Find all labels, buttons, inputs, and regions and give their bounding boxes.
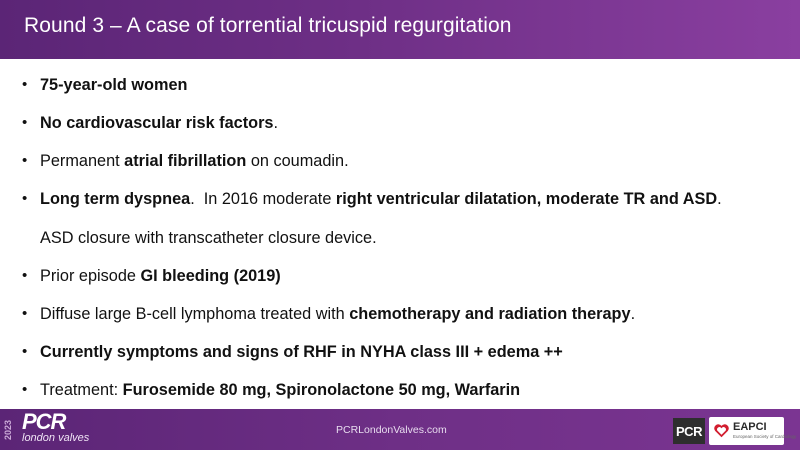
footer-year: 2023: [3, 419, 13, 441]
bullet-icon: •: [22, 343, 28, 360]
bullet-item: [20, 342, 790, 362]
eapci-sublabel: European Society of Cardiology: [733, 434, 797, 439]
eapci-logo: [709, 417, 797, 445]
pcr-badge-logo: PCR: [673, 418, 705, 444]
bullet-icon: •: [22, 381, 28, 398]
bullet-text: on coumadin.: [246, 152, 349, 170]
footer-website[interactable]: PCRLondonValves.com: [336, 424, 447, 436]
bullet-bold: GI bleeding (2019): [140, 267, 281, 285]
bullet-list: [20, 70, 790, 400]
bullet-text: Treatment:: [40, 381, 123, 399]
bullet-bold: Currently symptoms and signs of RHF in NYHA class III + edema ++: [40, 343, 563, 361]
bullet-icon: •: [22, 76, 28, 93]
bullet-text: . In 2016 moderate: [190, 190, 336, 208]
heart-icon: [713, 422, 730, 439]
eapci-label: EAPCI: [733, 421, 767, 433]
bullet-item: [20, 304, 790, 324]
logo-sub: london valves: [22, 432, 90, 444]
bullet-text: Diffuse large B-cell lymphoma treated with: [40, 305, 350, 323]
slide-title: Round 3 – A case of torrential tricuspid regurgitation: [24, 14, 512, 37]
bullet-text: .: [717, 190, 722, 208]
slide-header: [0, 0, 800, 59]
bullet-icon: •: [22, 190, 28, 207]
bullet-bold: Long term dyspnea: [40, 190, 191, 208]
bullet-item: [20, 151, 790, 171]
bullet-bold: No cardiovascular risk factors: [40, 114, 274, 132]
bullet-bold: atrial fibrillation: [124, 152, 247, 170]
bullet-icon: •: [22, 267, 28, 284]
bullet-item: [20, 380, 790, 400]
bullet-text: .: [630, 305, 636, 323]
bullet-icon: •: [22, 152, 28, 169]
bullet-bold: 75-year-old women: [40, 76, 188, 94]
bullet-item: [20, 113, 790, 133]
pcr-london-valves-logo: [22, 411, 89, 444]
bullet-icon: •: [22, 114, 28, 131]
bullet-bold: right ventricular dilatation, moderate TR and ASD: [335, 190, 718, 208]
bullet-item: [20, 75, 790, 95]
bullet-continuation: ASD closure with transcatheter closure device.: [40, 229, 377, 247]
bullet-item: [20, 189, 790, 248]
bullet-icon: •: [22, 305, 28, 322]
bullet-text: Prior episode: [40, 267, 141, 285]
bullet-item: [20, 266, 790, 286]
bullet-bold: Furosemide 80 mg, Spironolactone 50 mg, Warfarin: [122, 381, 521, 399]
bullet-text: .: [273, 114, 279, 132]
logo-main: PCR: [22, 409, 66, 434]
bullet-text: Permanent: [40, 152, 125, 170]
bullet-bold: chemotherapy and radiation therapy: [349, 305, 631, 323]
